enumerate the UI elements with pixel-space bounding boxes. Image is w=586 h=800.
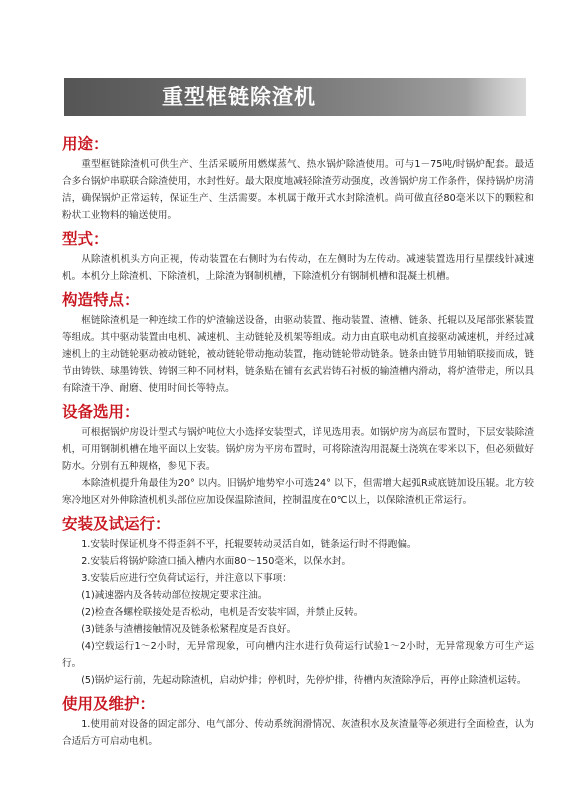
- paragraph: 从除渣机机头方向正视，传动装置在右侧时为右传动，在左侧时为左传动。减速装置选用行星摆线针减速机。本机分上除渣机、下除渣机，上除渣为钢制机槽，下除渣机分有钢制机槽和混凝土机槽。: [62, 254, 534, 282]
- section-selection: [62, 402, 534, 509]
- section-maintenance: [62, 694, 534, 750]
- section-heading: 型式：: [62, 230, 109, 248]
- list-item: (5)锅炉运行前，先起动除渣机，启动炉排；停机时，先停炉排，待槽内灰渣除净后，再停止除渣机运转。: [81, 675, 527, 686]
- section-heading: 设备选用：: [62, 403, 140, 421]
- section-heading: 构造特点：: [62, 291, 140, 309]
- section-type: [62, 229, 534, 285]
- list-item: (3)链条与渣槽接触情况及链条松紧程度是否良好。: [81, 624, 297, 635]
- page-title: 重型框链除渣机: [162, 85, 316, 109]
- section-heading: 用途：: [62, 135, 109, 153]
- section-heading: 安装及试运行：: [62, 515, 171, 533]
- paragraph: 本除渣机提升角最佳为20° 以内。旧锅炉地势窄小可选24° 以下，但需增大起弧R或底链加设压辊。北方较寒冷地区对外伸除渣机机头部位应加设保温除渣间，控制温度在0℃以上，以保除渣机正常运行。: [62, 478, 534, 506]
- list-item: 1.使用前对设备的固定部分、电气部分、传动系统润滑情况、灰渣积水及灰渣量等必须进行全面检查，认为合适后方可启动电机。: [62, 719, 534, 747]
- list-item: (4)空载运行1～2小时，无异常现象，可向槽内注水进行负荷运行试验1～2小时，无异常现象方可生产运行。: [62, 641, 534, 669]
- section-installation: [62, 514, 534, 689]
- list-item: 1.安装时保证机身不得歪斜不平，托辊要转动灵活自如，链条运行时不得跑偏。: [81, 539, 417, 550]
- section-usage: [62, 134, 534, 224]
- paragraph: 可根据锅炉房设计型式与锅炉吨位大小选择安装型式，详见选用表。如锅炉房为高层布置时，下层安装除渣机，可用钢制机槽在地平面以上安装。锅炉房为平房布置时，可将除渣沟用混凝土浇筑在零米以下，但必须做好防水。分别有五种规格，参见下表。: [62, 427, 534, 472]
- list-item: (2)检查各螺栓联接处是否松动，电机是否安装牢固，并禁止反转。: [81, 607, 364, 618]
- section-structure: [62, 290, 534, 397]
- list-item: 3.安装后应进行空负荷试运行，并注意以下事项：: [81, 573, 292, 584]
- paragraph: 重型框链除渣机可供生产、生活采暖所用燃煤蒸气、热水锅炉除渣使用。可与1－75吨/时锅炉配套。最适合多台锅炉串联联合除渣使用，水封性好。最大限度地减轻除渣劳动强度，改善锅炉房工作条件，保持锅炉房清洁，确保锅炉正常运转，保证生产、生活需要。本机属于敞开式水封除渣机。尚可做直径80毫米以下的颗粒和粉状工业物料的输送使用。: [62, 159, 534, 221]
- list-item: 2.安装后将锅炉除渣口插入槽内水面80～150毫米，以保水封。: [81, 556, 352, 567]
- document-body: [62, 134, 534, 750]
- title-banner: [64, 78, 526, 116]
- list-item: (1)减速器内及各转动部位按规定要求注油。: [81, 590, 268, 601]
- section-heading: 使用及维护：: [62, 695, 156, 713]
- paragraph: 框链除渣机是一种连续工作的炉渣输送设备，由驱动装置、拖动装置、渣槽、链条、托辊以及尾部张紧装置等组成。其中驱动装置由电机、减速机、主动链轮及机架等组成。动力由直联电动机直接驱动减速机，并经过减速机上的主动链轮驱动被动链轮，被动链轮带动拖动装置，拖动链轮带动链条。链条由链节用轴销联接而成，链节由铸铁、球墨铸铁、铸钢三种不同材料，链条贴在铺有玄武岩铸石衬板的输渣槽内滑动，将炉渣带走，所以具有除渣干净、耐磨、使用时间长等特点。: [62, 315, 534, 394]
